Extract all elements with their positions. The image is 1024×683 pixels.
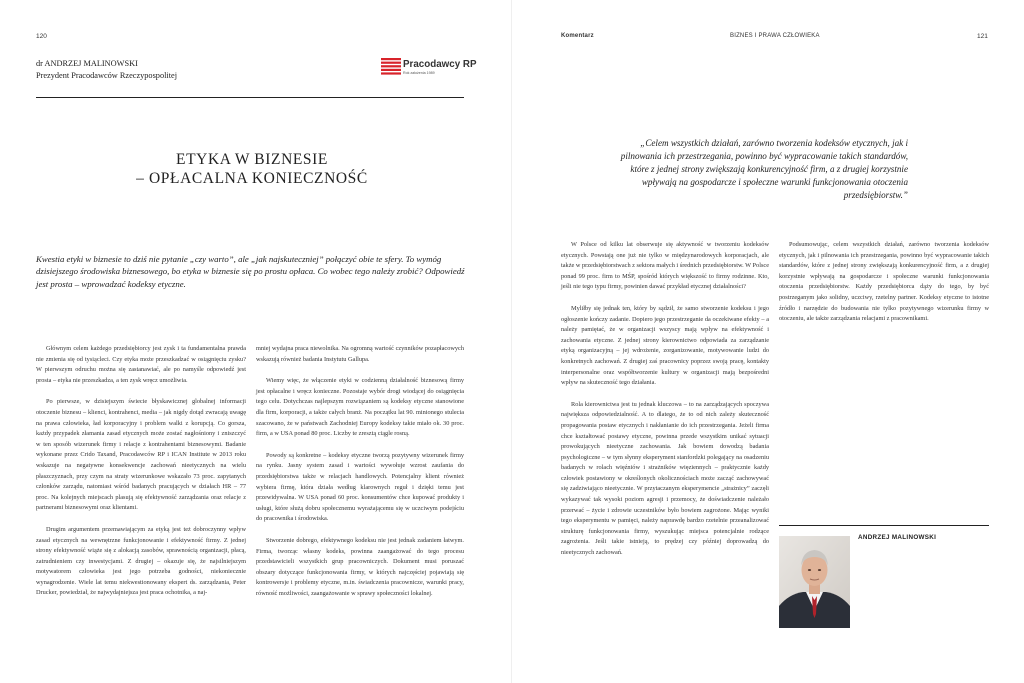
- article-column-1: [36, 344, 246, 610]
- author-title: Prezydent Pracodawców Rzeczypospolitej: [36, 71, 177, 80]
- paragraph: mniej wydajna praca niewolnika. Na ogromną wartość czynników pozapłacowych wskazują również badania Instytutu Gallupa.: [256, 345, 464, 363]
- bio-rule: [779, 525, 989, 526]
- pracodawcy-rp-logo: [381, 57, 477, 81]
- paragraph: Po pierwsze, w dzisiejszym świecie błyskawicznej globalnej informacji otoczenie biznesu – klienci, kontrahenci, media – jak nigdy dotąd zwracają uwagę na prawa człowieka, ład korporacyjny i problem walki z korupcją. Co gorsza, każdy przypadek złamania zasad etycznych może zostać nagłośniony i zniszczyć w ten sposób wizerunek firmy i relacje z kontrahentami biznesowymi. Badanie wykonane przez Crido Taxand, Pracodawców RP i ICAN Institute w 2013 roku wskazuje na negatywne konsekwencje zachowań nieetycznych na wielu płaszczyznach, przy czym na straty wizerunkowe wskazało 73 proc. zapytanych członków zarządu, natomiast wśród badanych pracujących w działach HR – 77 proc. Na kolejnych miejscach plasują się efektywność zarządzania oraz relacje z partnerami biznesowymi oraz klientami.: [36, 398, 246, 512]
- author-portrait: [779, 536, 850, 628]
- paragraph: Stworzenie dobrego, efektywnego kodeksu nie jest jednak zadaniem łatwym. Firma, tworząc własny kodeks, powinna zaangażować do tego procesu przedstawicieli wszystkich grup pracowniczych. Dokument musi poruszać obszary dotyczące funkcjonowania firmy, w których najczęściej pojawiają się kontrowersje i problemy etyczne, m.in. świadczenia pracownicze, warunki pracy, równość możliwości, zaangażowanie w sprawy społeczności lokalnej.: [256, 536, 464, 597]
- author-name: dr ANDRZEJ MALINOWSKI: [36, 59, 138, 68]
- title-line-2: – OPŁACALNA KONIECZNOŚĆ: [136, 170, 368, 187]
- page-number-right: 121: [977, 33, 988, 40]
- article-column-4: [779, 240, 989, 336]
- author-byline: [36, 58, 177, 82]
- title-line-1: ETYKA W BIZNESIE: [176, 151, 328, 168]
- paragraph: Myliłby się jednak ten, który by sądził, że samo stworzenie kodeksu i jego ogłoszenie kończy zadanie. Dopiero jego przestrzeganie da oczekiwane efekty – a należy pamiętać, że w organizacji wszyscy mają wpływ na efektywność i zachowania etyczne. Z jednej strony kierownictwo odpowiada za zarządzanie etyką organizacyjną – jej wdrożenie, zorganizowanie, motywowanie ludzi do konkretnych zachowań. Z drugiej zaś pracownicy poprzez swoją pracę, kontakty interpersonalne oraz współtworzenie kultury w organizacji mają bezpośredni wpływ na skuteczność tego działania.: [561, 304, 769, 387]
- paragraph: Rola kierownictwa jest tu jednak kluczowa – to na zarządzających spoczywa największa odpowiedzialność. A to dlatego, że to od nich zależy skuteczność propagowania postaw etycznych i nakłanianie do ich przestrzegania. Jeżeli firma chce kształtować postawy etyczne, powinna przede wszystkim unikać sytuacji prowokujących nieetyczne zachowania. Jak bowiem dowodzą badania psychologiczne – w tym słynny eksperyment stanfordzki polegający na osadzeniu badanych w rolach więźniów i strażników więziennych – praktycznie każdy człowiek postawiony w określonych okolicznościach może zacząć zachowywać się zadziwiająco nieetycznie. W przytaczanym eksperymencie „strażnicy” zaczęli wykazywać tak wysoki poziom agresji i przemocy, że doświadczenie należało przerwać – życie i zdrowie uczestników było bowiem zagrożone. Mając wyniki tego eksperymentu w pamięci, należy naprawdę bardzo rzetelnie przeanalizować strukturę funkcjonowania firmy, wyszukując miejsca potencjalnie rodzące zagrożenia. Jeśli takie istnieją, to prędzej czy później doprowadzą do nieetycznych zachowań.: [561, 400, 769, 557]
- paragraph: Drugim argumentem przemawiającym za etyką jest też dobroczynny wpływ zasad etycznych na wewnętrzne funkcjonowanie i efektywność firmy. Z jednej strony efektywność wiąże się z alokacją zasobów, sprawnością organizacji, płacą, zatrudnieniem czy inwestycjami. Z drugiej – okazuje się, że najsilniejszym motywatorem człowieka jest jego potrzeba godności, niekoniecznie wynagrodzenie. Wiele lat temu niekwestionowany ekspert ds. zarządzania, Peter Drucker, powiedział, że najwydajniejsza jest praca ochotnika, a naj-: [36, 525, 246, 597]
- logo-name: Pracodawcy RP: [403, 59, 477, 70]
- article-lead: Kwestia etyki w biznesie to dziś nie pytanie „czy warto”, ale „jak najskuteczniej” połączyć obie te sfery. To wymóg dzisiejszego środowiska biznesowego, bo etyka w biznesie się po prostu opłaca. Co wobec tego należy zrobić? Odpowiedź jest prosta – wprowadzać kodeksy etyczne.: [36, 254, 465, 289]
- bio-name: ANDRZEJ MALINOWSKI: [858, 534, 937, 541]
- header-rule: [36, 97, 464, 98]
- paragraph: Głównym celem każdego przedsiębiorcy jest zysk i ta fundamentalna prawda nie zmienia się od tysiącleci. Czy etyka może przeszkadzać w osiągnięciu zysku? W pierwszym odruchu można się zastanawiać, ale po namyśle odpowiedź jest prosta – etyka nie przeszkadza, a ten zysk wręcz umożliwia.: [36, 345, 246, 384]
- paragraph: W Polsce od kilku lat obserwuje się aktywność w tworzeniu kodeksów etycznych. Powstają one już nie tylko w międzynarodowych korporacjach, ale także w przedsiębiorstwach z sektora małych i średnich przedsiębiorstw. W Polsce ponad 99 proc. firm to MŚP, spośród których większość to firmy rodzinne. Kto, jeśli nie tego typu firmy, powinien dawać przykład etycznej działalności?: [561, 241, 769, 291]
- paragraph: Powody są konkretne – kodeksy etyczne tworzą pozytywny wizerunek firmy na rynku. Jasny system zasad i wartości wywołuje wzrost zaufania do przedsiębiorstwa także w relacjach handlowych. Potencjalny klient również wybiera firmę, która działa według klarownych reguł i dzięki temu jest przewidywalna. W USA ponad 60 proc. konsumentów chce kupować produkty i usługi, które służą dobru społecznemu wyrażającemu się w uczciwym podejściu do pracownika i środowiska.: [256, 451, 464, 523]
- page-number-left: 120: [36, 33, 47, 40]
- running-head: BIZNES I PRAWA CZŁOWIEKA: [730, 33, 820, 39]
- article-column-3: [561, 240, 769, 570]
- article-column-2: [256, 344, 464, 610]
- logo-tagline: Rok założenia 1989: [403, 71, 435, 75]
- pull-quote: „Celem wszystkich działań, zarówno tworzenia kodeksów etycznych, jak i pilnowania ich przestrzegania, powinno być wypracowanie takich standardów, które z jednej strony zwiększają konkurencyjność firm, a z drugiej korzystnie wpływają na gospodarcze i społeczne warunki funkcjonowania otoczenia przedsiębiorstw.”: [620, 138, 908, 201]
- flag-stripes-icon: [381, 57, 401, 77]
- section-label: Komentarz: [561, 33, 594, 39]
- paragraph: Wiemy więc, że włączenie etyki w codzienną działalność biznesową firmy jest opłacalne i wręcz konieczne. Pozostaje wybór drogi wiodącej do osiągnięcia tego celu. Dotychczas najlepszym rozwiązaniem są kodeksy etyczne stanowione dla firm, korporacji, a także całych branż. Na początku lat 90. minionego stulecia szacowano, że w państwach Zachodniej Europy kodeksy takie miało ok. 30 proc. firm, a w USA ponad 80 proc. Liczby te zresztą ciągle rosną.: [256, 377, 464, 438]
- paragraph: Podsumowując, celem wszystkich działań, zarówno tworzenia kodeksów etycznych, jak i pilnowania ich przestrzegania, powinno być wypracowanie takich standardów, które z jednej strony zwiększają konkurencyjność firm, a z drugiej korzystnie wpływają na gospodarcze i społeczne warunki funkcjonowania otoczenia przedsiębiorstw. Każdy przedsiębiorca dąży do tego, by być postrzeganym jako solidny, uczciwy, rzetelny partner. Kodeksy etyczne to istotne źródło i narzędzie do budowania nie tylko pozytywnego wizerunku firmy w otoczeniu, ale także zarządzania relacjami z pracownikami.: [779, 241, 989, 323]
- article-title: [36, 150, 468, 188]
